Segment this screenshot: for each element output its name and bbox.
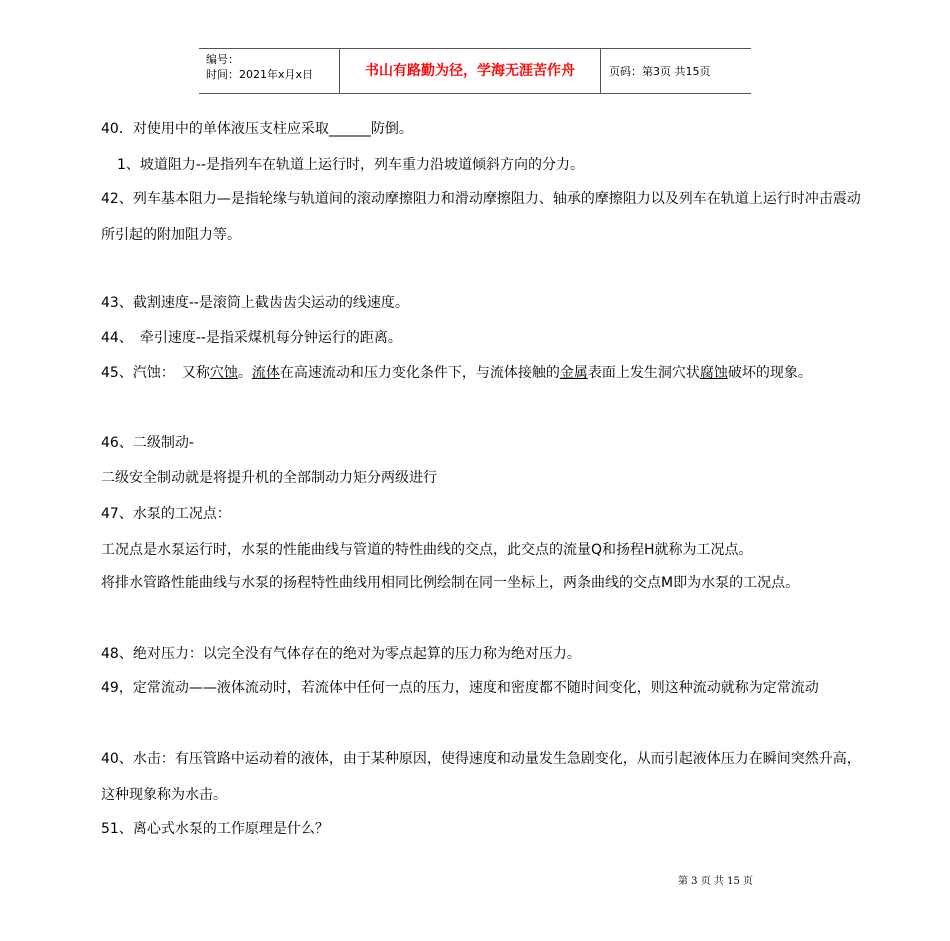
serial-label: 编号：	[206, 53, 239, 66]
paragraph-44: 44、 牵引速度--是指采煤机每分钟运行的距离。	[101, 330, 402, 346]
page-footer: 第 3 页 共 15 页	[678, 876, 753, 887]
paragraph-45	[101, 355, 861, 391]
paragraph-46: 46、二级制动-	[101, 435, 194, 451]
paragraph-47c: 将排水管路性能曲线与水泵的扬程特性曲线用相同比例绘制在同一坐标上，两条曲线的交点M即为水泵的工况点。	[101, 575, 800, 591]
text-segment: 在高速流动和压力变化条件下，与流体接触的	[279, 365, 560, 381]
paragraph-43: 43、截割速度--是滚筒上截齿齿尖运动的线速度。	[101, 295, 409, 311]
text-segment: 表面上发生洞穴状	[587, 365, 700, 381]
header-motto: 书山有路勤为径，学海无涯苦作舟	[340, 49, 601, 93]
paragraph-42: 42、列车基本阻力—是指轮缘与轨道间的滚动摩擦阻力和滑动摩擦阻力、轴承的摩擦阻力以及列车在轨道上运行时冲击震动所引起的附加阻力等。	[101, 191, 861, 243]
paragraph-40a: 40．对使用中的单体液压支柱应采取______防倒。	[101, 121, 413, 137]
header-meta	[199, 49, 340, 93]
paragraph-46b: 二级安全制动就是将提升机的全部制动力矩分两级进行	[101, 470, 437, 486]
paragraph-49: 49，定常流动——液体流动时，若流体中任何一点的压力，速度和密度都不随时间变化，则这种流动就称为定常流动	[101, 680, 819, 696]
text-segment: 45、汽蚀： 又称	[101, 365, 210, 381]
paragraph-51: 51、离心式水泵的工作原理是什么？	[101, 821, 329, 837]
paragraph-47b: 工况点是水泵运行时，水泵的性能曲线与管道的特性曲线的交点，此交点的流量Q和扬程H就称为工况点。	[101, 542, 753, 558]
paragraph-41: 1、坡道阻力--是指列车在轨道上运行时，列车重力沿坡道倾斜方向的分力。	[117, 157, 585, 173]
paragraph-48: 48、绝对压力：以完全没有气体存在的绝对为零点起算的压力称为绝对压力。	[101, 646, 581, 662]
paragraph-50: 40、水击：有压管路中运动着的液体，由于某种原因，使得速度和动量发生急剧变化，从而引起液体压力在瞬间突然升高，这种现象称为水击。	[101, 751, 861, 803]
document-header	[199, 48, 751, 94]
text-segment: 破坏的现象。	[727, 365, 812, 381]
link-corrosion[interactable]: 腐蚀	[699, 365, 728, 381]
time-label: 时间：2021年x月x日	[206, 68, 314, 81]
paragraph-47: 47、水泵的工况点：	[101, 506, 231, 522]
link-metal[interactable]: 金属	[559, 365, 588, 381]
header-page-info: 页码：第3页 共15页	[609, 64, 711, 78]
text-segment: 。	[237, 365, 252, 381]
link-cavitation[interactable]: 穴蚀	[209, 365, 238, 381]
link-fluid[interactable]: 流体	[251, 365, 280, 381]
